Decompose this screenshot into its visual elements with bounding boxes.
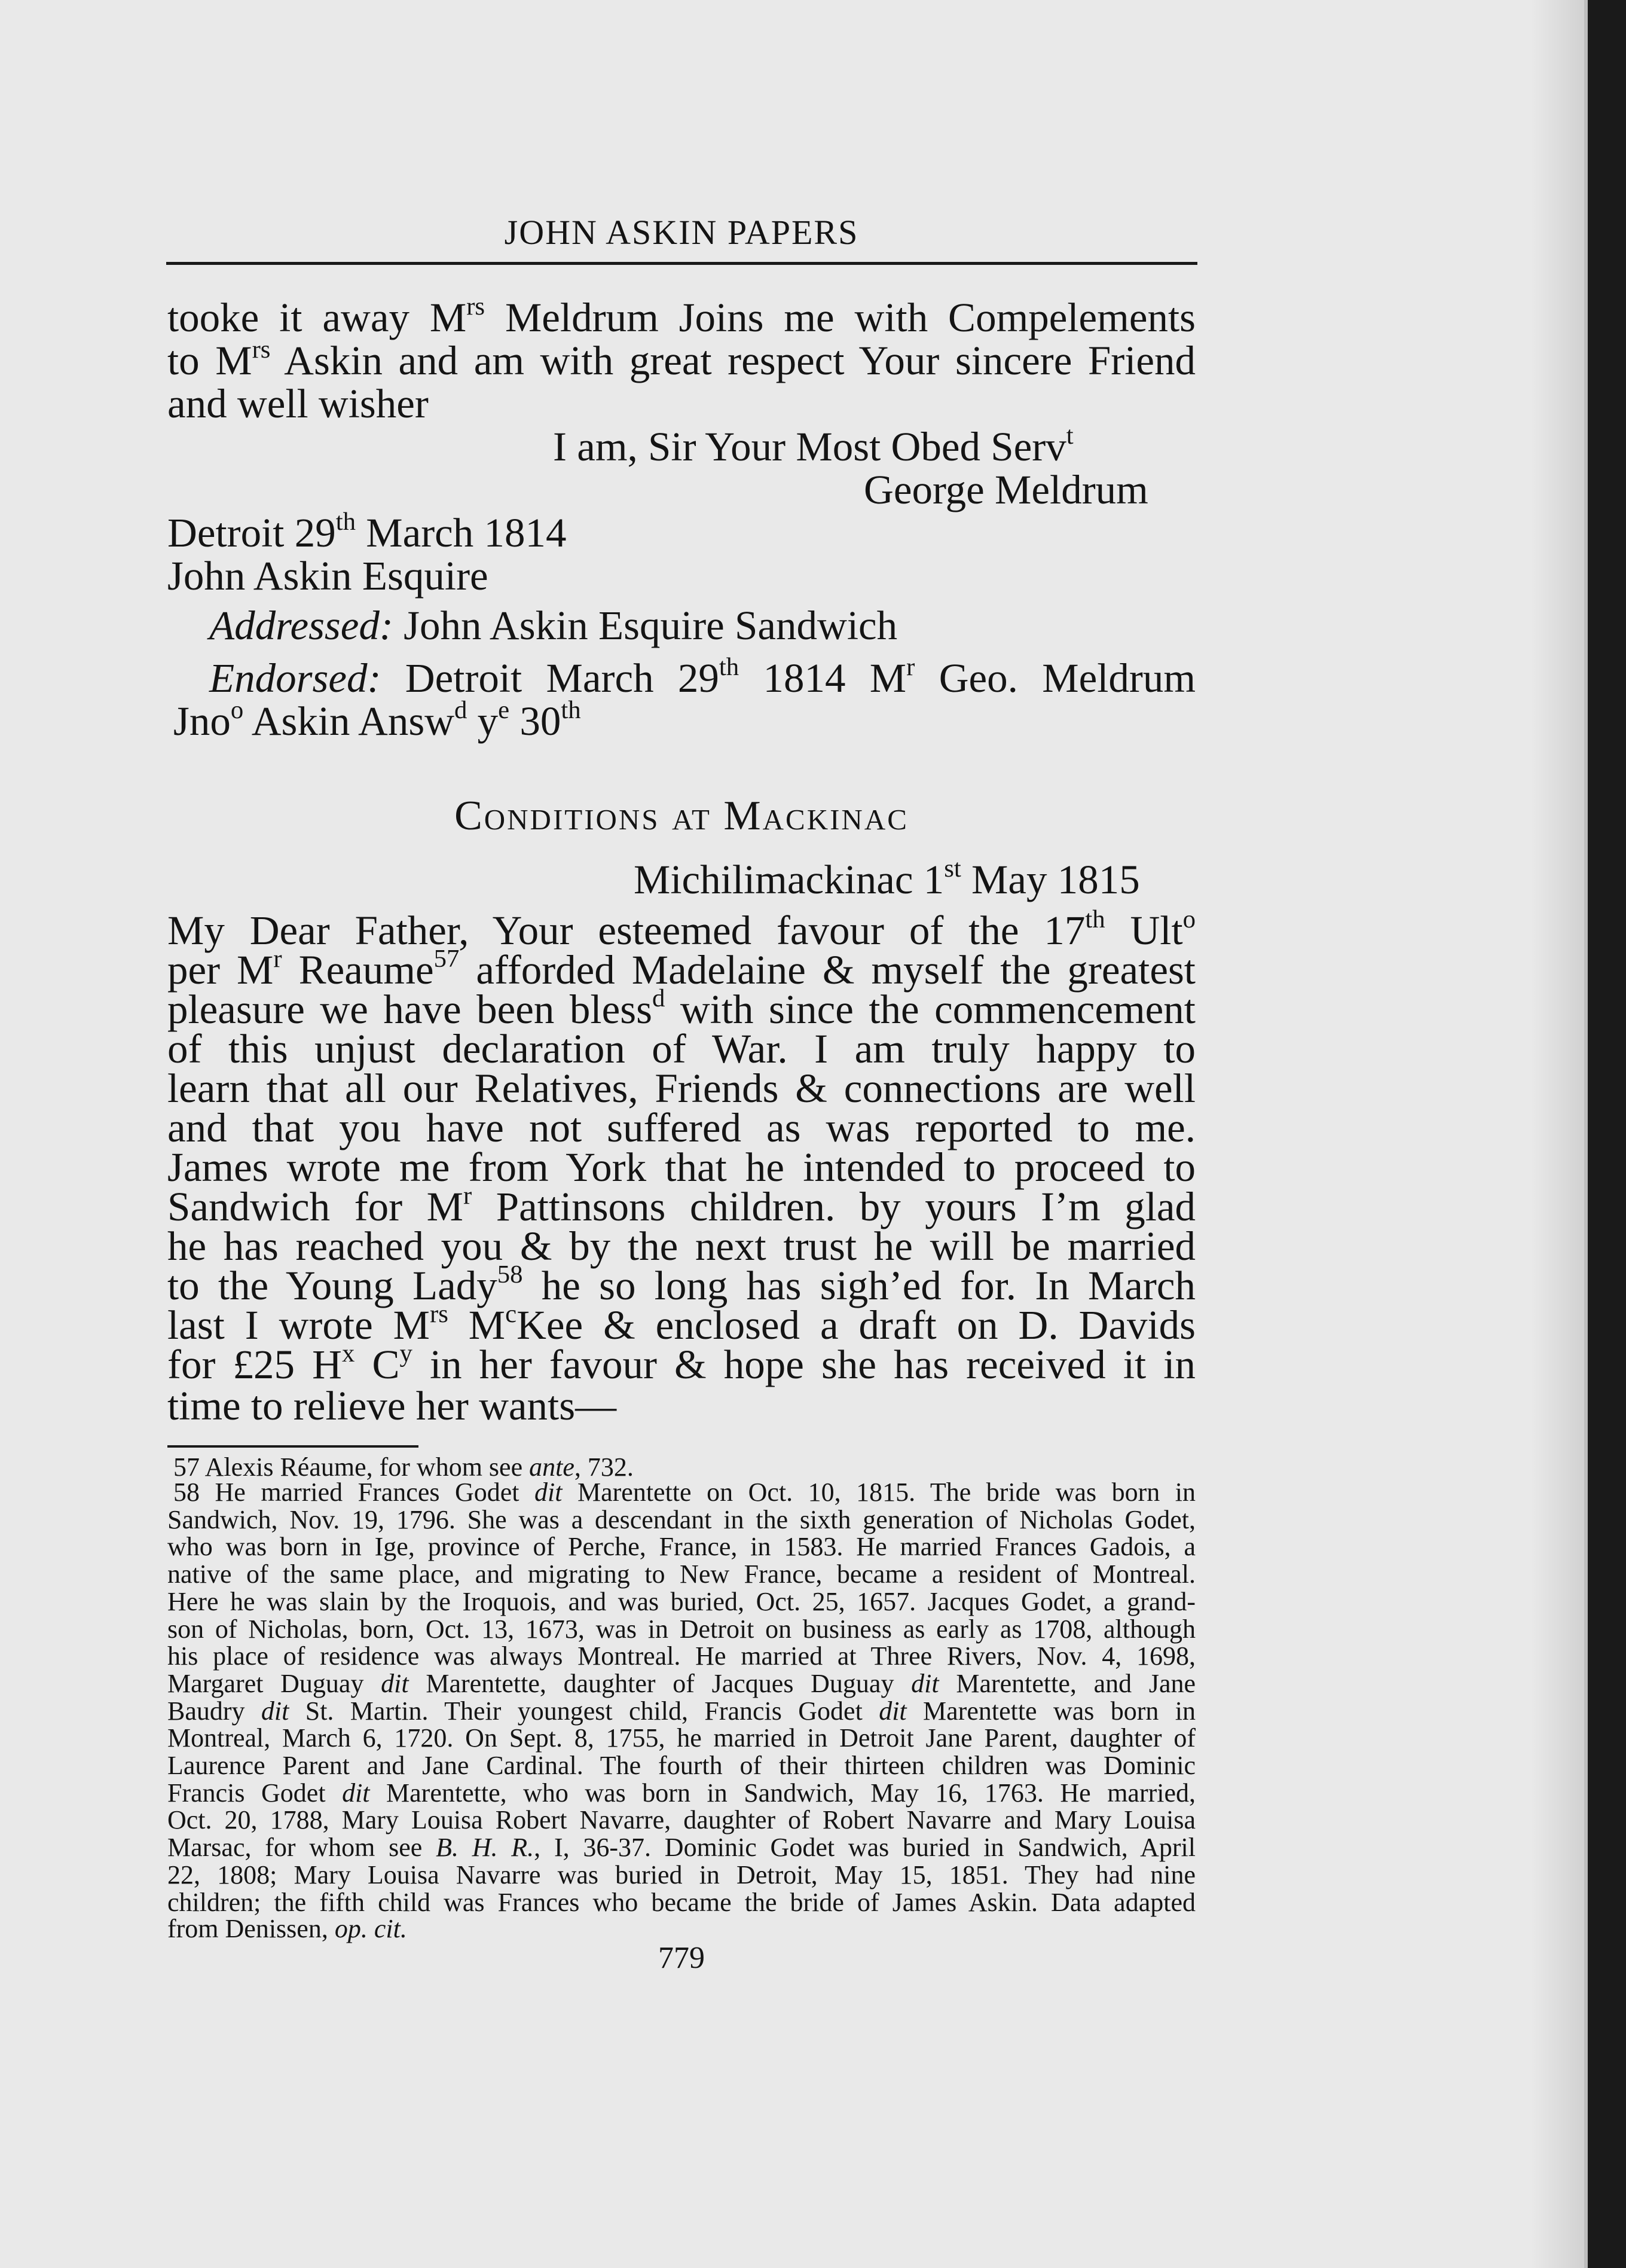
running-header: JOHN ASKIN PAPERS	[504, 213, 859, 252]
text-line: of this unjust declaration of War. I am truly happy to	[167, 1026, 1196, 1072]
footnote-line: Oct. 20, 1788, Mary Louisa Robert Navarre, daughter of Robert Navarre and Mary Louisa	[167, 1805, 1196, 1835]
footnote-line: Francis Godet dit Marentette, who was born in Sandwich, May 16, 1763. He married,	[167, 1778, 1196, 1808]
footnote-rule	[167, 1445, 418, 1448]
text-line: he has reached you & by the next trust he will be married	[167, 1223, 1196, 1269]
letter-addressee: John Askin Esquire	[167, 553, 488, 599]
footnote-line: Sandwich, Nov. 19, 1796. She was a descendant in the sixth generation of Nicholas Godet,	[167, 1504, 1196, 1534]
text-line: tooke it away $M^{rs}$ Meldrum Joins me with Compelements	[167, 292, 1196, 340]
addressed-label: Addressed:	[209, 603, 393, 648]
footnote-line: children; the fifth child was Frances who became the bride of James Askin. Data adapted	[167, 1887, 1196, 1917]
letter-dateline: Michilimackinac 1st May 1815	[634, 854, 1140, 902]
footnote-line: Laurence Parent and Jane Cardinal. The fourth of their thirteen children was Dominic	[167, 1751, 1196, 1780]
page-number: 779	[658, 1941, 705, 1975]
page-edge-shadow	[1530, 0, 1584, 2268]
footnote-line: Margaret Duguay dit Marentette, daughter of Jacques Duguay dit Marentette, and Jane	[167, 1668, 1196, 1698]
endorsed-text: Detroit March 29th 1814 $M^r$ Geo. Meldrum	[405, 653, 1196, 701]
letter-dateline: Detroit 29th March 1814	[167, 508, 567, 555]
text-line: per $M^r$ Reaume$^{57}$ afforded Madelaine & myself the greatest	[167, 945, 1196, 993]
endorsed-label: Endorsed:	[209, 655, 381, 701]
footnote-57: 57 Alexis Réaume, for whom see ante, 732.	[173, 1452, 634, 1482]
footnote-line: his place of residence was always Montreal. He married at Three Rivers, Nov. 4, 1698,	[167, 1641, 1196, 1671]
text-line: and that you have not suffered as was reported to me.	[167, 1105, 1196, 1150]
footnote-line: who was born in Ige, province of Perche, France, in 1583. He married Frances Gadois, a	[167, 1532, 1196, 1562]
text-line: to $M^{rs}$ Askin and am with great respect Your sincere Friend	[167, 335, 1196, 383]
addressed-text: John Askin Esquire Sandwich	[404, 603, 898, 648]
text-line: to the Young Lady$^{58}$ he so long has sigh’ed for. In March	[167, 1260, 1196, 1308]
text-line: James wrote me from York that he intended to proceed to	[167, 1144, 1196, 1190]
text-line: and well wisher	[167, 381, 429, 426]
text-line: learn that all our Relatives, Friends & connections are well	[167, 1066, 1196, 1111]
text-line: pleasure we have been bless$^d$ with since the commencement	[167, 984, 1196, 1032]
addressed-note	[209, 604, 897, 647]
footnote-line: Montreal, March 6, 1720. On Sept. 8, 1755, he married in Detroit Jane Parent, daughter of	[167, 1723, 1196, 1753]
text-line: last I wrote $M^{rs}$ $M^cKee$ & enclosed a draft on D. Davids	[167, 1300, 1196, 1348]
text-line: time to relieve her wants—	[167, 1383, 617, 1428]
endorsed-line-2: Jno$^o$ Askin Answ$^d$ $y^e$ 30th	[173, 696, 581, 744]
letter-signature: George Meldrum	[864, 467, 1148, 512]
footnote-line: from Denissen, op. cit.	[167, 1914, 407, 1943]
text-line: for £25 $H^x$ $C^y$ in her favour & hope she has received it in	[167, 1339, 1196, 1387]
footnote-line: Baudry dit St. Martin. Their youngest child, Francis Godet dit Marentette was born in	[167, 1696, 1196, 1726]
header-rule	[166, 262, 1197, 265]
text-line: My Dear Father, Your esteemed favour of the 17th Ult$^o$	[167, 905, 1196, 953]
letter-closing: I am, Sir Your Most Obed Serv$^t$	[553, 422, 1074, 469]
footnote-line: Here he was slain by the Iroquois, and was buried, Oct. 25, 1657. Jacques Godet, a grand-	[167, 1586, 1196, 1616]
footnote-line: son of Nicholas, born, Oct. 13, 1673, was in Detroit on business as early as 1708, although	[167, 1614, 1196, 1644]
footnote-line: native of the same place, and migrating to New France, became a resident of Montreal.	[167, 1559, 1196, 1589]
footnote-line: 22, 1808; Mary Louisa Navarre was buried in Detroit, May 15, 1851. They had nine	[167, 1860, 1196, 1890]
section-title: Conditions at Mackinac	[454, 793, 909, 839]
footnote-line: Marsac, for whom see B. H. R., I, 36-37. Dominic Godet was buried in Sandwich, April	[167, 1833, 1196, 1863]
text-line: Sandwich for $M^r$ Pattinsons children. by yours I’m glad	[167, 1182, 1196, 1229]
footnote-line: 58 He married Frances Godet dit Marentette on Oct. 10, 1815. The bride was born in	[173, 1478, 1196, 1507]
endorsed-note	[209, 653, 1196, 701]
